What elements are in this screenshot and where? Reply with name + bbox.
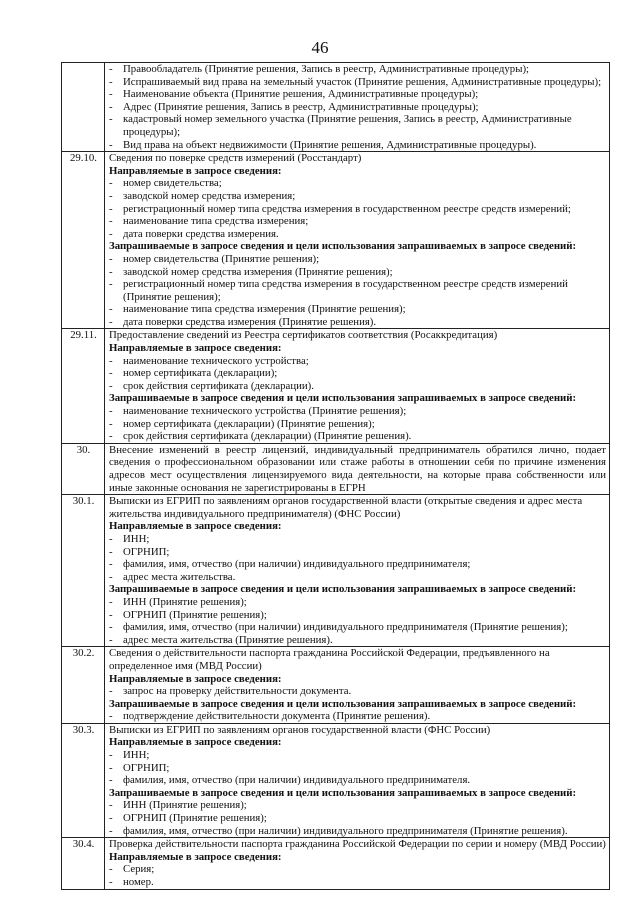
sent-heading: Направляемые в запросе сведения: bbox=[109, 520, 282, 533]
list-item: - номер сертификата (декларации); bbox=[109, 367, 278, 380]
row-content bbox=[105, 495, 610, 647]
table-row bbox=[62, 723, 610, 837]
row-title: Сведения о действительности паспорта гражданина Российской Федерации, предъявленного на определенное имя (МВД России) bbox=[109, 647, 550, 672]
list-item: - ИНН; bbox=[109, 532, 150, 545]
list-item: - наименование технического устройства (Принятие решения); bbox=[109, 405, 407, 418]
requested-heading: Запрашиваемые в запросе сведения и цели использования запрашиваемых в запросе сведений: bbox=[109, 583, 577, 596]
list-item: - Адрес (Принятие решения, Запись в реестр, Административные процедуры); bbox=[109, 100, 479, 113]
list-item: - ИНН (Принятие решения); bbox=[109, 595, 247, 608]
row-title: Предоставление сведений из Реестра сертификатов соответствия (Росаккредитация) bbox=[109, 329, 498, 342]
list-item: - Серия; bbox=[109, 863, 155, 876]
list-item: - срок действия сертификата (декларации). bbox=[109, 379, 314, 392]
row-number: 30.4. bbox=[62, 838, 105, 889]
requested-heading: Запрашиваемые в запросе сведения и цели использования запрашиваемых в запросе сведений: bbox=[109, 697, 577, 710]
list-item: - ОГРНИП (Принятие решения); bbox=[109, 812, 267, 825]
sent-heading: Направляемые в запросе сведения: bbox=[109, 672, 282, 685]
requests-table bbox=[61, 62, 610, 890]
list-item: - регистрационный номер типа средства измерения в государственном реестре средств измерений (Принятие решения); bbox=[109, 278, 568, 303]
sent-heading: Направляемые в запросе сведения: bbox=[109, 164, 282, 177]
list-item: - ОГРНИП; bbox=[109, 761, 170, 774]
list-item: - кадастровый номер земельного участка (Принятие решения, Запись в реестр, Административные процедуры); bbox=[109, 113, 572, 138]
list-item: - ОГРНИП; bbox=[109, 545, 170, 558]
row-content bbox=[105, 838, 610, 889]
list-item: - Наименование объекта (Принятие решения, Административные процедуры); bbox=[109, 88, 479, 101]
list-item: - номер свидетельства (Принятие решения); bbox=[109, 252, 320, 265]
row-number: 30.1. bbox=[62, 495, 105, 647]
row-title: Выписки из ЕГРИП по заявлениям органов государственной власти (ФНС России) bbox=[109, 723, 491, 736]
list-item: - номер сертификата (декларации) (Принятие решения); bbox=[109, 417, 375, 430]
row-number bbox=[62, 63, 105, 152]
page-number: 46 bbox=[311, 38, 329, 57]
table-row bbox=[62, 495, 610, 647]
row-content bbox=[105, 443, 610, 494]
requested-heading: Запрашиваемые в запросе сведения и цели использования запрашиваемых в запросе сведений: bbox=[109, 240, 577, 253]
list-item: - фамилия, имя, отчество (при наличии) индивидуального предпринимателя (Принятие решения). bbox=[109, 824, 568, 837]
list-item: - регистрационный номер типа средства измерения в государственном реестре средств измерений; bbox=[109, 202, 571, 215]
table-row bbox=[62, 443, 610, 494]
requested-heading: Запрашиваемые в запросе сведения и цели использования запрашиваемых в запросе сведений: bbox=[109, 786, 577, 799]
row-title: Выписки из ЕГРИП по заявлениям органов государственной власти (открытые сведения и адрес места жительства индивидуального предпринимателя) (ФНС России) bbox=[109, 495, 583, 520]
requested-heading: Запрашиваемые в запросе сведения и цели использования запрашиваемых в запросе сведений: bbox=[109, 392, 577, 405]
table-row bbox=[62, 647, 610, 724]
list-item: - Правообладатель (Принятие решения, Запись в реестр, Административные процедуры); bbox=[109, 63, 530, 75]
list-item: - фамилия, имя, отчество (при наличии) индивидуального предпринимателя (Принятие решения); bbox=[109, 621, 568, 634]
list-item: - дата поверки средства измерения. bbox=[109, 227, 279, 240]
list-item: - Испрашиваемый вид права на земельный участок (Принятие решения, Административные процедуры); bbox=[109, 75, 602, 88]
list-item: - дата поверки средства измерения (Принятие решения). bbox=[109, 315, 377, 328]
list-item: - наименование типа средства измерения (Принятие решения); bbox=[109, 303, 406, 316]
row-number: 30. bbox=[62, 443, 105, 494]
list-item: - запрос на проверку действительности документа. bbox=[109, 685, 352, 698]
list-item: - подтверждение действительности документа (Принятие решения). bbox=[109, 710, 431, 723]
list-item: - фамилия, имя, отчество (при наличии) индивидуального предпринимателя; bbox=[109, 558, 471, 571]
row-number: 30.3. bbox=[62, 723, 105, 837]
table-row bbox=[62, 329, 610, 443]
list-item: - заводской номер средства измерения; bbox=[109, 189, 296, 202]
list-item: - ОГРНИП (Принятие решения); bbox=[109, 608, 267, 621]
sent-heading: Направляемые в запросе сведения: bbox=[109, 850, 282, 863]
list-item: - номер. bbox=[109, 876, 154, 888]
row-number: 29.11. bbox=[62, 329, 105, 443]
list-item: - ИНН; bbox=[109, 749, 150, 762]
row-content bbox=[105, 647, 610, 724]
list-item: - адрес места жительства. bbox=[109, 570, 236, 583]
list-item: - ИНН (Принятие решения); bbox=[109, 799, 247, 812]
row-content bbox=[105, 329, 610, 443]
row-content bbox=[105, 63, 610, 152]
row-title: Проверка действительности паспорта гражданина Российской Федерации по серии и номеру (МВД России) bbox=[109, 838, 606, 851]
row-title: Сведения по поверке средств измерений (Росстандарт) bbox=[109, 152, 362, 165]
table-row bbox=[62, 63, 610, 152]
list-item: - фамилия, имя, отчество (при наличии) индивидуального предпринимателя. bbox=[109, 774, 471, 787]
row-content bbox=[105, 152, 610, 329]
sent-heading: Направляемые в запросе сведения: bbox=[109, 342, 282, 355]
row-text: Внесение изменений в реестр лицензий, индивидуальный предприниматель обратился лично, подает сведения о профессиональном образовании или стаже работы в отношении себя по причине изменения адресов мест осуществления лицензируемого вида деятельности, на которые права собственности или иные законные основания не зарегистрированы в ЕГРН bbox=[109, 443, 606, 494]
row-number: 30.2. bbox=[62, 647, 105, 724]
list-item: - адрес места жительства (Принятие решения). bbox=[109, 633, 333, 646]
list-item: - наименование технического устройства; bbox=[109, 354, 309, 367]
sent-heading: Направляемые в запросе сведения: bbox=[109, 736, 282, 749]
list-item: - Вид права на объект недвижимости (Принятие решения, Административные процедуры). bbox=[109, 138, 537, 151]
row-number: 29.10. bbox=[62, 152, 105, 329]
list-item: - срок действия сертификата (декларации) (Принятие решения). bbox=[109, 430, 412, 443]
list-item: - заводской номер средства измерения (Принятие решения); bbox=[109, 265, 393, 278]
row-content bbox=[105, 723, 610, 837]
list-item: - номер свидетельства; bbox=[109, 177, 222, 190]
table-row bbox=[62, 152, 610, 329]
table-row bbox=[62, 838, 610, 889]
list-item: - наименование типа средства измерения; bbox=[109, 215, 309, 228]
